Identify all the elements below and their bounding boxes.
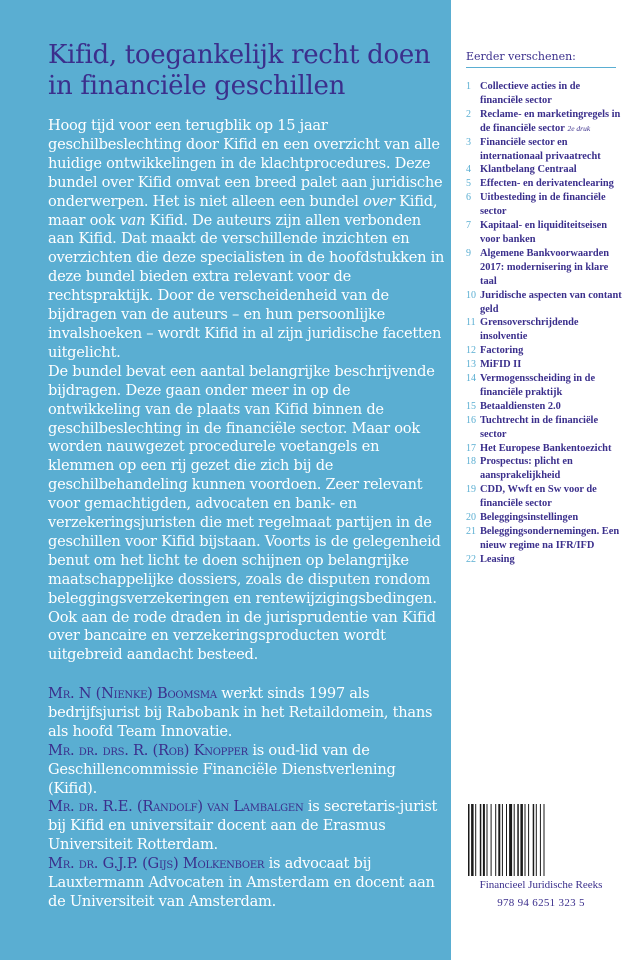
series-item <box>466 372 624 400</box>
series-item-number: 20 <box>466 512 476 524</box>
series-item <box>466 511 624 525</box>
series-item-title: Uitbesteding in de financiële sector <box>480 192 606 218</box>
blurb-paragraph-1 <box>48 117 446 363</box>
author-description: werkt sinds 1997 als bedrijfsjurist bij Rabobank in het Retaildomein, thans als hoofd Team Innovatie. <box>48 685 433 740</box>
book-title: Kifid, toegankelijk recht doen in financiële geschillen <box>48 40 431 101</box>
barcode-bar <box>491 804 492 876</box>
author-description: is secretaris-jurist bij Kifid en universitair docent aan de Erasmus Universiteit Rotterdam. <box>48 798 438 854</box>
barcode-bar <box>475 804 476 876</box>
author-description: is oud-lid van de Geschillencommissie Financiële Dienstverlening (Kifid). <box>48 741 396 797</box>
series-item-number: 5 <box>466 178 471 190</box>
series-item-number: 14 <box>466 373 476 385</box>
author-bios <box>48 685 446 912</box>
series-name: Financieel Juridische Reeks <box>479 879 603 891</box>
series-item-title: MiFID II <box>480 359 522 371</box>
series-item-title: Tuchtrecht in de financiële sector <box>480 414 599 440</box>
barcode-bar <box>525 804 526 876</box>
series-item-number: 22 <box>466 553 476 565</box>
barcode-bar <box>483 804 485 876</box>
barcode-bar <box>536 804 537 876</box>
author-description: is advocaat bij Lauxtermann Advocaten in Amsterdam en docent aan de Universiteit van Amsterdam. <box>48 855 435 910</box>
series-item-title: Beleggingsondernemingen. Een nieuw regime na IFR/IFD <box>480 526 620 551</box>
series-item <box>466 289 624 317</box>
series-item-number: 2 <box>466 108 471 120</box>
series-item <box>466 400 624 414</box>
barcode-bar <box>468 804 470 876</box>
series-item-title: Effecten- en derivatenclearing <box>480 178 614 190</box>
barcode-bar <box>520 804 523 876</box>
series-item-number: 1 <box>466 81 471 92</box>
series-item-title: Reclame- en marketingregels in de financiële sector <box>480 108 621 134</box>
author-bio <box>48 798 446 855</box>
series-item-number: 15 <box>466 400 476 412</box>
barcode-bar <box>544 804 545 876</box>
series-item-number: 3 <box>466 136 471 148</box>
series-item-number: 7 <box>466 220 471 232</box>
author-bio <box>48 742 446 799</box>
series-item-number: 6 <box>466 192 471 204</box>
series-item <box>466 163 624 177</box>
blurb-p1-part-c: Kifid. De auteurs zijn allen verbonden aan Kifid. Dat maakt de verschillende inzichten en overzichten die deze specialisten in de hoofdstukken in deze bundel bieden extra relevant voor de rechtspraktijk. Door de verscheidenheid van de bijdragen van de auteurs – en hun persoonlijke invalshoeken – wordt Kifid in al zijn juridische facetten uitgelicht. <box>48 211 445 361</box>
series-item-title: Betaaldiensten 2.0 <box>480 400 561 412</box>
series-item <box>466 136 624 164</box>
barcode-bar <box>533 804 535 876</box>
barcode-bar <box>528 804 529 876</box>
series-item-title: Algemene Bankvoorwaarden 2017: modernisering in klare taal <box>480 247 610 287</box>
series-item <box>466 191 624 219</box>
series-item-title: Leasing <box>480 553 515 565</box>
series-item <box>466 414 624 442</box>
series-item-number: 13 <box>466 359 476 371</box>
series-item-number: 16 <box>466 414 476 426</box>
blurb-p1-part-a: Hoog tijd voor een terugblik op 15 jaar geschilbeslechting door Kifid en een overzicht van alle huidige ontwikkelingen in de klachtprocedures. Deze bundel over Kifid omvat een breed palet aan juridische onderwerpen. Het is niet alleen een bundel <box>48 117 443 210</box>
series-item-number: 10 <box>466 289 476 301</box>
series-item <box>466 247 624 289</box>
series-item-number: 11 <box>466 317 476 329</box>
series-item-number: 17 <box>466 442 476 454</box>
series-item <box>466 553 624 567</box>
series-item-title: CDD, Wwft en Sw voor de financiële sector <box>480 484 597 510</box>
author-name: Mr. dr. G.J.P. (Gijs) Molkenboer <box>48 855 265 873</box>
sidebar-divider <box>466 67 616 68</box>
series-item-number: 18 <box>466 456 476 468</box>
blurb-paragraph-2: De bundel bevat een aantal belangrijke beschrijvende bijdragen. Deze gaan onder meer in op de ontwikkeling van de plaats van Kifid binnen de geschilbeslechting in de financiële sector. Maar ook worden nauwgezet procedurele voetangels en klemmen op een rij gezet die zich bij de geschilbehandeling kunnen voordoen. Zeer relevant voor gemachtigden, advocaten en bank- en verzekeringsjuristen die met regelmaat partijen in de geschillen voor Kifid bijstaan. Voorts is de gelegenheid benut om het licht te doen schijnen op belangrijke maatschappelijke dossiers, zoals de disputen rondom beleggingsverzekeringen en rentewijzigingsbedingen. Ook aan de rode draden in de jurisprudentie van Kifid over bancaire en verzekeringsproducten wordt uitgebreid aandacht besteed. <box>48 362 441 664</box>
series-item <box>466 108 624 136</box>
series-item-title: Grensoverschrijdende insolventie <box>480 317 579 343</box>
series-item <box>466 316 624 344</box>
series-item-title: Vermogensscheiding in de financiële praktijk <box>480 373 596 398</box>
series-item-title: Het Europese Bankentoezicht <box>480 442 612 454</box>
series-item-number: 12 <box>466 345 476 357</box>
series-item-title: Juridische aspecten van contant geld <box>480 289 622 315</box>
blurb-p1-part-b: Kifid, maar ook <box>48 192 438 229</box>
blurb-emphasis-over: over <box>363 192 395 210</box>
series-item <box>466 358 624 372</box>
barcode-bar <box>540 804 541 876</box>
barcode-bar <box>502 804 503 876</box>
barcode-bar <box>514 804 515 876</box>
series-item-title: Klantbelang Centraal <box>480 164 577 176</box>
blurb <box>48 117 446 665</box>
barcode-bar <box>509 804 512 876</box>
series-item <box>466 483 624 511</box>
series-item-title: Beleggingsinstellingen <box>480 512 579 524</box>
series-item <box>466 177 624 191</box>
series-item-title: Financiële sector en internationaal privaatrecht <box>480 136 601 162</box>
barcode-bar <box>487 804 488 876</box>
series-item-number: 9 <box>466 247 471 259</box>
series-item <box>466 344 624 358</box>
barcode-bar <box>480 804 482 876</box>
series-item-number: 4 <box>466 164 471 176</box>
series-item <box>466 455 624 483</box>
author-bio <box>48 685 446 742</box>
barcode-bar <box>498 804 500 876</box>
barcode-bar <box>495 804 496 876</box>
barcode-bar <box>506 804 507 876</box>
series-item <box>466 219 624 247</box>
barcode-bar <box>471 804 474 876</box>
series-item-number: 19 <box>466 484 476 496</box>
series-heading: Eerder verschenen: <box>466 50 576 63</box>
series-item-title: Kapitaal- en liquiditeitseisen voor banken <box>480 220 608 245</box>
author-name: Mr. N (Nienke) Boomsma <box>48 685 217 702</box>
barcode-bar <box>517 804 519 876</box>
author-bio <box>48 855 446 912</box>
series-item-title: Prospectus: plicht en aansprakelijkheid <box>480 456 573 482</box>
series-item-title: Collectieve acties in de financiële sector <box>480 81 581 106</box>
isbn-number: 978 94 6251 323 5 <box>497 897 585 909</box>
series-item <box>466 442 624 456</box>
series-item-number: 21 <box>466 526 476 537</box>
series-item <box>466 80 624 108</box>
blurb-emphasis-van: van <box>119 211 146 229</box>
series-list <box>466 80 624 567</box>
series-item-edition: 2e druk <box>567 123 591 133</box>
barcode <box>466 804 616 876</box>
series-item-title: Factoring <box>480 345 524 357</box>
series-item <box>466 525 624 553</box>
author-name: Mr. dr. R.E. (Randolf) van Lambalgen <box>48 798 304 816</box>
author-name: Mr. dr. drs. R. (Rob) Knopper <box>48 741 248 759</box>
